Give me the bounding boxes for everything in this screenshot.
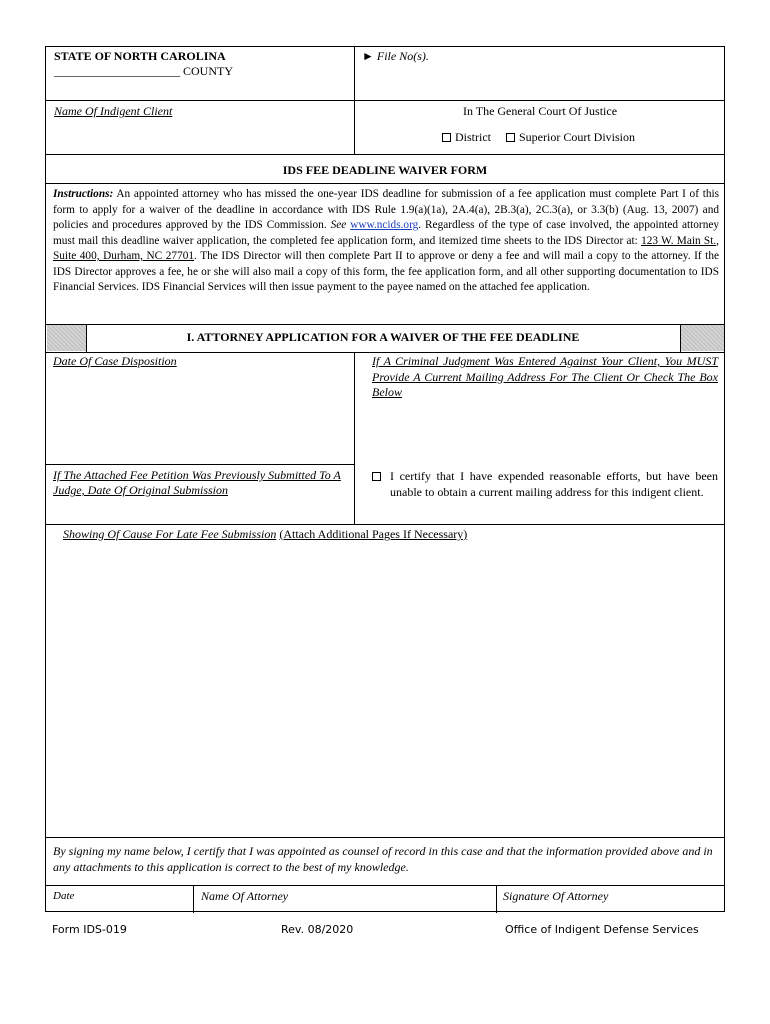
form-id: Form IDS-019 <box>52 923 127 936</box>
divider <box>46 100 724 101</box>
checkbox-icon <box>506 133 515 142</box>
divider <box>46 885 724 886</box>
indigent-client-field[interactable]: Name Of Indigent Client <box>54 104 173 118</box>
divider <box>46 352 724 353</box>
divider <box>496 885 497 913</box>
attorney-name-label: Name Of Attorney <box>201 889 289 903</box>
divider <box>46 524 724 525</box>
attorney-name-field[interactable] <box>201 889 288 904</box>
county-field[interactable]: _____________________ COUNTY <box>54 64 233 78</box>
office-name: Office of Indigent Defense Services <box>505 923 699 936</box>
instructions-text: . Regardless of the type of case involved, the appointed attorney must mail this deadline waiver application, the completed fee application form, and itemized time sheets to the IDS Director at: <box>53 219 719 247</box>
date-label: Date <box>53 890 75 902</box>
showing-of-cause-label: Showing Of Cause For Late Fee Submission <box>63 527 277 541</box>
file-number-field[interactable]: ► File No(s). <box>362 49 429 63</box>
divider <box>193 885 194 913</box>
shaded-cell <box>681 325 724 351</box>
superior-label: Superior Court Division <box>519 130 635 144</box>
divider <box>46 837 724 838</box>
instructions-text: An appointed attorney who has missed the one-year IDS deadline for submission of a fee application must complete Part I of this form to apply for a waiver of the deadline in accordance with IDS Rule 1.9(a)(1a), 2A.4(a), 2B.3(a), 2C.3(a), or 3.3(b) (Aug. 13, 2007) and policies and procedures approved by the IDS Commission. <box>53 188 720 231</box>
original-submission-date-field[interactable]: If The Attached Fee Petition Was Previously Submitted To A Judge, Date Of Original Submission <box>53 468 341 497</box>
date-field[interactable] <box>53 889 74 903</box>
court-title: In The General Court Of Justice <box>462 104 618 118</box>
see-text: See <box>330 219 347 231</box>
instructions-block <box>53 187 719 296</box>
superior-court-checkbox[interactable] <box>506 130 635 145</box>
client-mailing-address-field[interactable]: If A Criminal Judgment Was Entered Against Your Client, You MUST Provide A Current Mailing Address For The Client Or Check The Box Below <box>372 354 718 399</box>
shaded-cell <box>47 325 86 351</box>
divider <box>46 183 724 184</box>
instructions-text: . The IDS Director will then complete Part II to approve or deny a fee and will mail a copy to the attorney. If the IDS Director approves a fee, he or she will also mail a copy of this form, the fee application form, and all other supporting documentation to IDS Financial Services. IDS Financial Services will then issue payment to the payee named on the attached fee application. <box>53 250 719 293</box>
divider <box>46 154 724 155</box>
ncids-link[interactable]: www.ncids.org <box>350 219 419 231</box>
checkbox-icon <box>372 472 381 481</box>
ids-address: 123 W. Main St., Suite 400, Durham, NC 27701 <box>53 234 719 262</box>
state-label: STATE OF NORTH CAROLINA <box>54 49 226 63</box>
revision-date: Rev. 08/2020 <box>281 923 354 936</box>
attorney-signature-field[interactable] <box>503 889 608 904</box>
certify-checkbox[interactable] <box>372 469 385 484</box>
certify-text: I certify that I have expended reasonable efforts, but have been unable to obtain a current mailing address for this indigent client. <box>390 469 718 499</box>
showing-of-cause-field[interactable] <box>63 527 467 542</box>
signing-statement: By signing my name below, I certify that I was appointed as counsel of record in this case and that the information provided above and in any attachments to this application is correct to the best of my knowledge. <box>53 844 713 874</box>
checkbox-icon <box>442 133 451 142</box>
form-title: IDS FEE DEADLINE WAIVER FORM <box>282 163 488 177</box>
divider <box>46 324 724 325</box>
divider <box>46 464 354 465</box>
instructions-label: Instructions: <box>53 188 114 200</box>
date-of-case-disposition-field[interactable]: Date Of Case Disposition <box>53 354 177 368</box>
ids-fee-deadline-waiver-form <box>45 46 725 912</box>
signature-label: Signature Of Attorney <box>503 889 609 903</box>
showing-of-cause-note: (Attach Additional Pages If Necessary) <box>279 527 468 541</box>
district-checkbox[interactable] <box>442 130 491 145</box>
divider <box>354 352 355 524</box>
section-1-heading: I. ATTORNEY APPLICATION FOR A WAIVER OF THE FEE DEADLINE <box>186 330 580 344</box>
district-label: District <box>455 130 491 144</box>
